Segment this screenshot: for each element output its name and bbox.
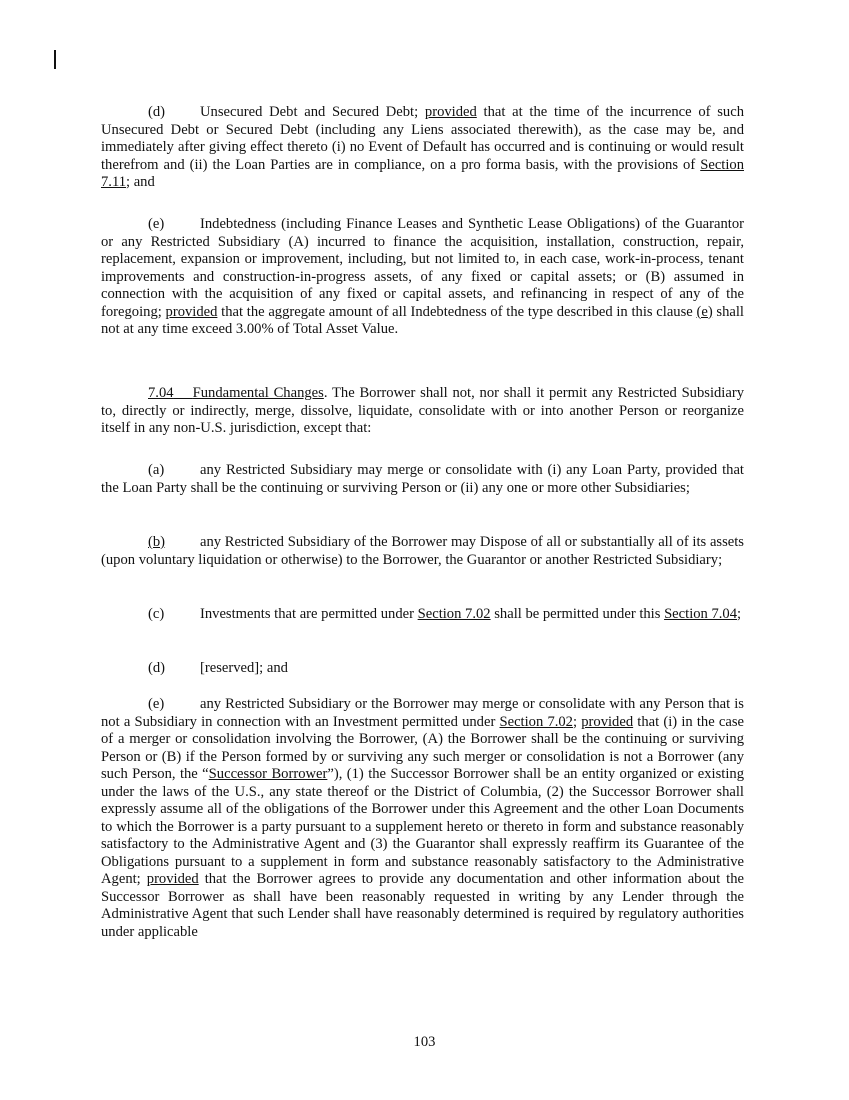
paragraph-label: (e) xyxy=(148,216,165,232)
provided-term: provided xyxy=(424,104,477,120)
paragraph-b-dispose: (b) any Restricted Subsidiary of the Borrower may Dispose of all or substantially all of its assets (upon voluntary liquidation or otherwise) to the Borrower, the Guarantor or another Restricted Subsidiary; xyxy=(101,534,744,568)
section-reference: Section 7.02 xyxy=(417,606,491,622)
paragraph-a-merge: (a) any Restricted Subsidiary may merge or consolidate with (i) any Loan Party, provided that the Loan Party shall be the continuing or surviving Person or (ii) any one or more other Subsidiaries; xyxy=(101,462,744,496)
provided-term: provided xyxy=(581,713,634,730)
paragraph-c-investments: (c) Investments that are permitted under Section 7.02 shall be permitted under this Section 7.04; xyxy=(148,606,742,622)
provided-term: provided xyxy=(165,303,218,320)
provided-term: provided xyxy=(146,871,199,887)
section-reference: Section 7.11 xyxy=(101,156,744,190)
section-reference: Section 7.04 xyxy=(664,606,738,622)
clause-reference: (e) xyxy=(696,303,713,320)
section-heading xyxy=(148,385,324,401)
text-cursor-mark xyxy=(54,50,56,69)
paragraph-d-secured-debt: (d) Unsecured Debt and Secured Debt; provided that at the time of the incurrence of such Unsecured Debt or Secured Debt (including any Liens associated therewith), as the case may be, and immediately after giving effect thereto (i) no Event of Default has occurred and is continuing or would result therefrom and (ii) the Loan Parties are in compliance, on a pro forma basis, with the provisions of Section 7.11; and xyxy=(101,104,744,190)
paragraph-label: (d) xyxy=(148,660,166,676)
defined-term: Successor Borrower xyxy=(208,766,328,782)
paragraph-label: (c) xyxy=(148,606,165,622)
section-reference: Section 7.02 xyxy=(499,713,573,730)
page-number: 103 xyxy=(413,1034,436,1050)
section-number: 7.04 xyxy=(148,385,174,401)
paragraph-e-indebtedness: (e) Indebtedness (including Finance Leases and Synthetic Lease Obligations) of the Guarantor or any Restricted Subsidiary (A) incurred to finance the acquisition, installation, construction, repair, replacement, expansion or improvement, including, but not limited to, in each case, work-in-process, tenant improvements and construction-in-progress assets, of any fixed or capital assets; or (B) assumed in connection with the acquisition of any fixed or capital assets, and refinancing in respect of any of the foregoing; provided that the aggregate amount of all Indebtedness of the type described in this clause (e) shall not at any time exceed 3.00% of Total Asset Value. xyxy=(101,216,744,337)
paragraph-e-merge-successor: (e) any Restricted Subsidiary or the Borrower may merge or consolidate with any Person that is not a Subsidiary in connection with an Investment permitted under Section 7.02; provided that (i) in the case of a merger or consolidation involving the Borrower, (A) the Borrower shall be the continuing or surviving Person or (B) if the Person formed by or surviving any such merger or consolidation is not a Borrower (any such Person, the “Successor Borrower”), (1) the Successor Borrower shall be an entity organized or existing under the laws of the U.S., any state thereof or the District of Columbia, (2) the Successor Borrower shall expressly assume all of the obligations of the Borrower under this Agreement and the other Loan Documents to which the Borrower is a party pursuant to a supplement hereto or thereto in form and substance reasonably satisfactory to the Administrative Agent and (3) the Guarantor shall expressly reaffirm its Guarantee of the Obligations pursuant to a supplement in form and substance reasonably satisfactory to the Administrative Agent; provided that the Borrower agrees to provide any documentation and other information about the Successor Borrower as shall have been reasonably requested in writing by any Lender through the Administrative Agent that such Lender shall have reasonably determined is required by regulatory authorities under applicable xyxy=(101,696,744,940)
paragraph-label: (d) xyxy=(148,104,166,120)
paragraph-d-reserved: (d) [reserved]; and xyxy=(148,660,288,676)
paragraph-label: (a) xyxy=(148,462,165,478)
section-title: Fundamental Changes xyxy=(192,385,324,401)
section-7-04-fundamental-changes: 7.04 Fundamental Changes. The Borrower shall not, nor shall it permit any Restricted Subsidiary to, directly or indirectly, merge, dissolve, liquidate, consolidate with or into another Person or reorganize itself in any non-U.S. jurisdiction, except that: xyxy=(101,385,744,436)
paragraph-label: (e) xyxy=(148,696,165,712)
paragraph-label: (b) xyxy=(148,534,166,550)
